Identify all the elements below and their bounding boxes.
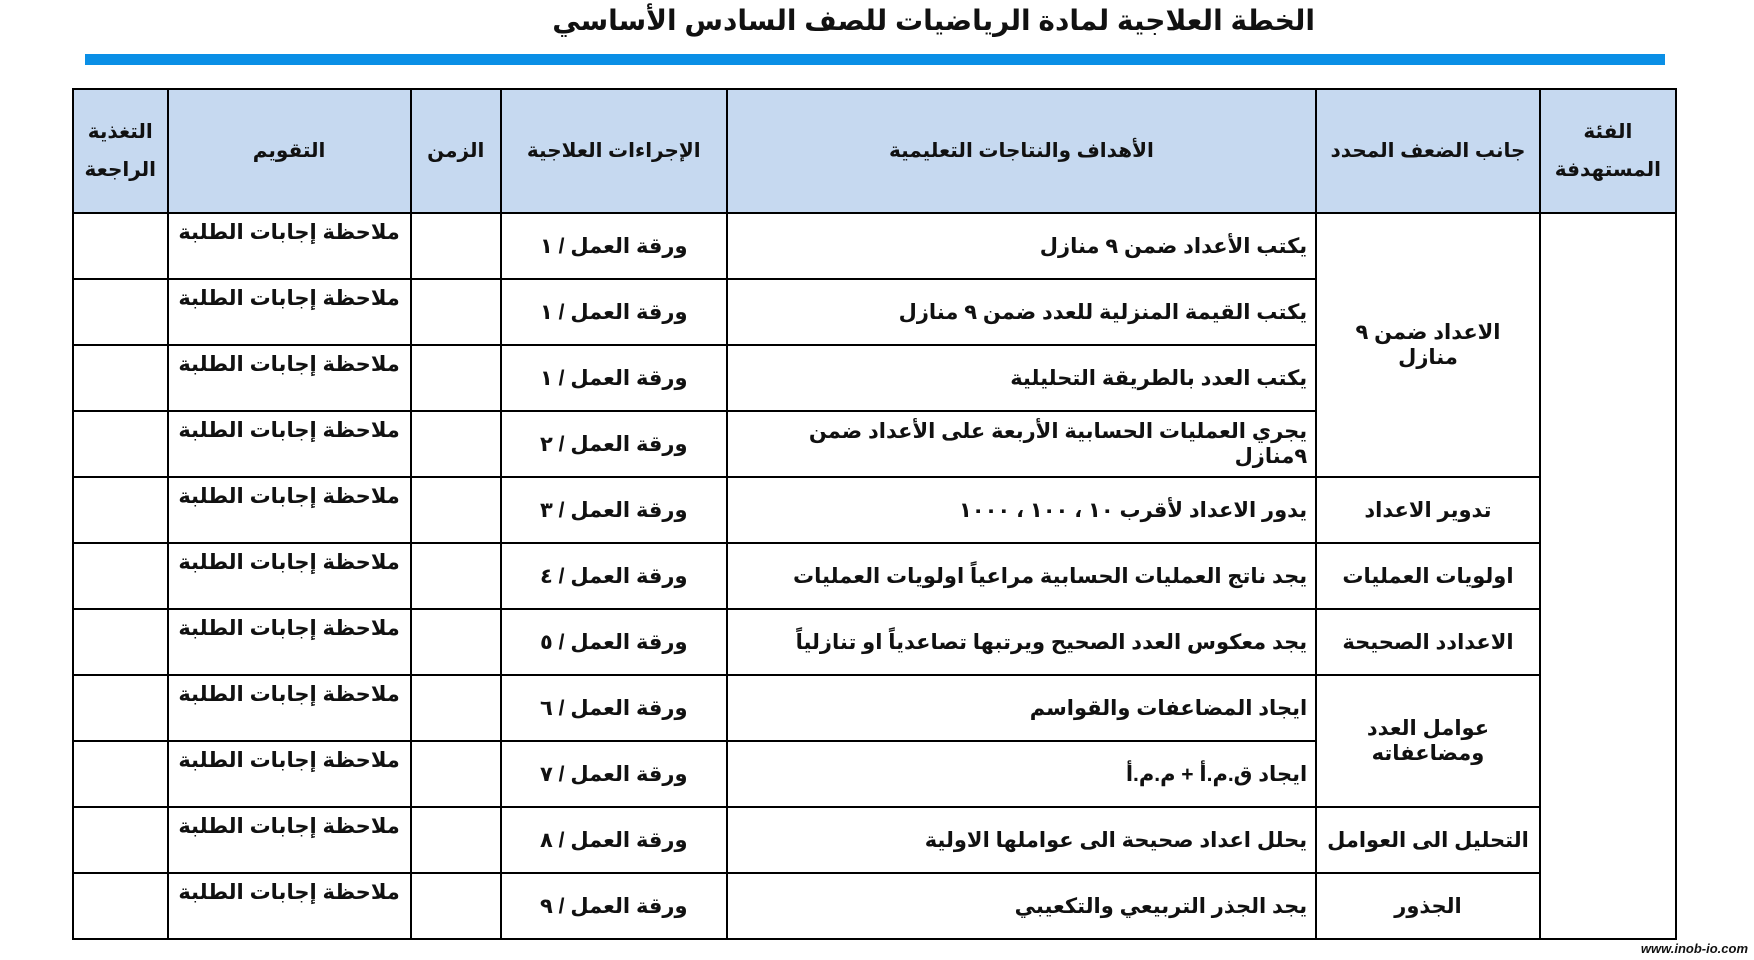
document-title: الخطة العلاجية لمادة الرياضيات للصف السادس الأساسي — [552, 5, 1315, 36]
procedure-cell: ورقة العمل / ٥ — [501, 609, 727, 675]
procedure-cell: ورقة العمل / ١ — [501, 213, 727, 279]
header-group: الفئة المستهدفة — [1540, 89, 1676, 213]
objective-cell: يجد ناتج العمليات الحسابية مراعياً اولويات العمليات — [727, 543, 1317, 609]
objective-cell: يكتب القيمة المنزلية للعدد ضمن ٩ منازل — [727, 279, 1317, 345]
table-row — [73, 543, 1676, 609]
feedback-cell — [73, 213, 168, 279]
procedure-cell: ورقة العمل / ٩ — [501, 873, 727, 939]
weakness-cell: الجذور — [1316, 873, 1540, 939]
table-row — [73, 609, 1676, 675]
evaluation-cell: ملاحظة إجابات الطلبة — [168, 609, 411, 675]
weakness-cell: عوامل العدد ومضاعفاته — [1316, 675, 1540, 807]
evaluation-cell: ملاحظة إجابات الطلبة — [168, 279, 411, 345]
objective-cell: ايجاد ق.م.أ + م.م.أ — [727, 741, 1317, 807]
table-row — [73, 213, 1676, 279]
feedback-cell — [73, 741, 168, 807]
time-cell — [411, 873, 501, 939]
procedure-cell: ورقة العمل / ٣ — [501, 477, 727, 543]
time-cell — [411, 213, 501, 279]
feedback-cell — [73, 609, 168, 675]
table-row — [73, 477, 1676, 543]
evaluation-cell: ملاحظة إجابات الطلبة — [168, 873, 411, 939]
weakness-cell: تدوير الاعداد — [1316, 477, 1540, 543]
table-row — [73, 807, 1676, 873]
target-group-cell — [1540, 213, 1676, 939]
feedback-cell — [73, 873, 168, 939]
evaluation-cell: ملاحظة إجابات الطلبة — [168, 411, 411, 477]
feedback-cell — [73, 675, 168, 741]
time-cell — [411, 279, 501, 345]
evaluation-cell: ملاحظة إجابات الطلبة — [168, 675, 411, 741]
objective-cell: يدور الاعداد لأقرب ١٠ ، ١٠٠ ، ١٠٠٠ — [727, 477, 1317, 543]
header-feedback: التغذية الراجعة — [73, 89, 168, 213]
evaluation-cell: ملاحظة إجابات الطلبة — [168, 741, 411, 807]
header-objectives: الأهداف والنتاجات التعليمية — [727, 89, 1317, 213]
objective-cell: يكتب العدد بالطريقة التحليلية — [727, 345, 1317, 411]
table-header-row — [73, 89, 1676, 213]
feedback-cell — [73, 477, 168, 543]
objective-cell: يكتب الأعداد ضمن ٩ منازل — [727, 213, 1317, 279]
objective-cell: يحلل اعداد صحيحة الى عواملها الاولية — [727, 807, 1317, 873]
procedure-cell: ورقة العمل / ٤ — [501, 543, 727, 609]
feedback-cell — [73, 411, 168, 477]
time-cell — [411, 609, 501, 675]
evaluation-cell: ملاحظة إجابات الطلبة — [168, 477, 411, 543]
weakness-cell: الاعداد ضمن ٩ منازل — [1316, 213, 1540, 477]
header-weakness: جانب الضعف المحدد — [1316, 89, 1540, 213]
time-cell — [411, 477, 501, 543]
evaluation-cell: ملاحظة إجابات الطلبة — [168, 213, 411, 279]
feedback-cell — [73, 807, 168, 873]
watermark: www.inob-io.com — [1640, 941, 1748, 956]
evaluation-cell: ملاحظة إجابات الطلبة — [168, 543, 411, 609]
time-cell — [411, 675, 501, 741]
objective-cell: يجد معكوس العدد الصحيح ويرتبها تصاعدياً او تنازلياً — [727, 609, 1317, 675]
feedback-cell — [73, 279, 168, 345]
procedure-cell: ورقة العمل / ٨ — [501, 807, 727, 873]
weakness-cell: الاعدادد الصحيحة — [1316, 609, 1540, 675]
table-row — [73, 675, 1676, 741]
time-cell — [411, 411, 501, 477]
procedure-cell: ورقة العمل / ١ — [501, 345, 727, 411]
evaluation-cell: ملاحظة إجابات الطلبة — [168, 345, 411, 411]
feedback-cell — [73, 345, 168, 411]
weakness-cell: التحليل الى العوامل — [1316, 807, 1540, 873]
time-cell — [411, 741, 501, 807]
table-row — [73, 873, 1676, 939]
time-cell — [411, 345, 501, 411]
header-procedures: الإجراءات العلاجية — [501, 89, 727, 213]
procedure-cell: ورقة العمل / ٢ — [501, 411, 727, 477]
procedure-cell: ورقة العمل / ١ — [501, 279, 727, 345]
feedback-cell — [73, 543, 168, 609]
time-cell — [411, 807, 501, 873]
title-divider — [85, 54, 1665, 65]
weakness-cell: اولويات العمليات — [1316, 543, 1540, 609]
header-time: الزمن — [411, 89, 501, 213]
header-evaluation: التقويم — [168, 89, 411, 213]
procedure-cell: ورقة العمل / ٧ — [501, 741, 727, 807]
objective-cell: يجري العمليات الحسابية الأربعة على الأعداد ضمن ٩منازل — [727, 411, 1317, 477]
objective-cell: يجد الجذر التربيعي والتكعيبي — [727, 873, 1317, 939]
time-cell — [411, 543, 501, 609]
objective-cell: ايجاد المضاعفات والقواسم — [727, 675, 1317, 741]
evaluation-cell: ملاحظة إجابات الطلبة — [168, 807, 411, 873]
procedure-cell: ورقة العمل / ٦ — [501, 675, 727, 741]
remedial-plan-table — [72, 88, 1677, 940]
